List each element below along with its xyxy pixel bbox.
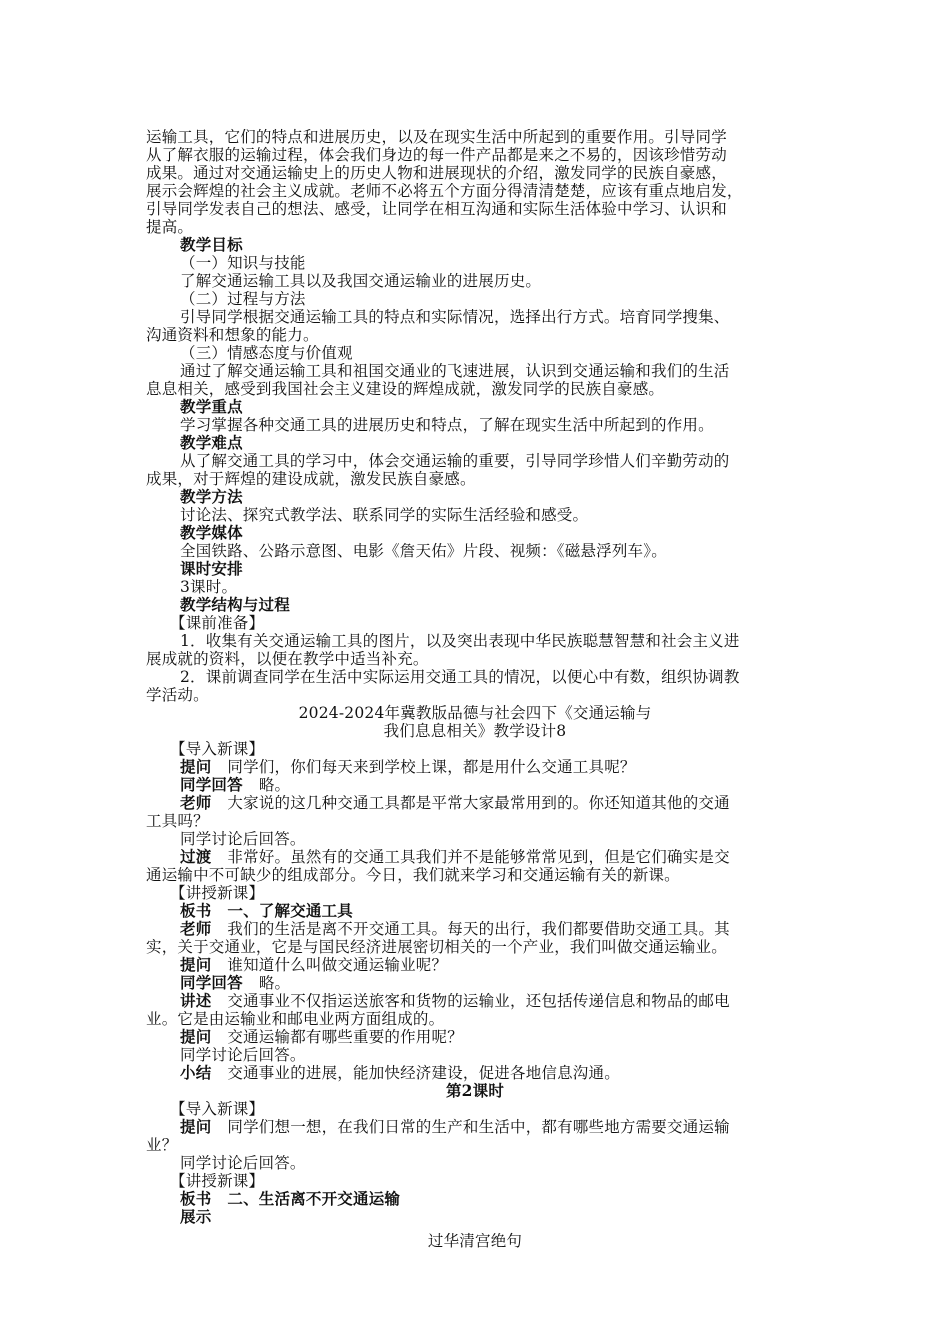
dialog-line bbox=[180, 920, 730, 938]
paragraph-line: 展成就的资料，以便在教学中适当补充。 bbox=[146, 650, 429, 668]
paragraph-line: 息息相关，感受到我国社会主义建设的辉煌成就，激发同学的民族自豪感。 bbox=[146, 380, 665, 398]
bracket-heading-teach: 【讲授新课】 bbox=[170, 1172, 265, 1190]
speaker-label: 板书 bbox=[180, 901, 212, 920]
speaker-label: 提问 bbox=[180, 955, 212, 974]
speaker-label: 提问 bbox=[180, 757, 212, 776]
bracket-heading-teach: 【讲授新课】 bbox=[170, 884, 265, 902]
dialog-line bbox=[180, 956, 447, 974]
speaker-label: 提问 bbox=[180, 1027, 212, 1046]
paragraph-line: 业。它是由运输业和邮电业两方面组成的。 bbox=[146, 1010, 445, 1028]
speaker-label: 老师 bbox=[180, 919, 212, 938]
paragraph-line: 引导同学根据交通运输工具的特点和实际情况，选择出行方式。培育同学搜集、 bbox=[180, 308, 730, 326]
speaker-label: 过渡 bbox=[180, 847, 212, 866]
intro-line: 引导同学发表自己的想法、感受，让同学在相互沟通和实际生活体验中学习、认识和 bbox=[146, 200, 727, 218]
paragraph-line: 通过了解交通运输工具和祖国交通业的飞速进展，认识到交通运输和我们的生活 bbox=[180, 362, 730, 380]
dialog-line bbox=[180, 776, 290, 794]
paragraph-line: 从了解交通工具的学习中，体会交通运输的重要，引导同学珍惜人们辛勤劳动的 bbox=[180, 452, 730, 470]
speaker-label: 讲述 bbox=[180, 991, 212, 1010]
paragraph-line: 沟通资料和想象的能力。 bbox=[146, 326, 319, 344]
dialog-text: 大家说的这几种交通工具都是平常大家最常用到的。你还知道其他的交通 bbox=[227, 794, 730, 812]
paragraph-line: 工具吗？ bbox=[146, 812, 209, 830]
section-heading-schedule: 课时安排 bbox=[180, 559, 243, 578]
paragraph-line: 实，关于交通业，它是与国民经济进展密切相关的一个产业，我们叫做交通运输业。 bbox=[146, 938, 727, 956]
dialog-line bbox=[180, 848, 730, 866]
dialog-text: 非常好。虽然有的交通工具我们并不是能够常常见到，但是它们确实是交 bbox=[227, 848, 730, 866]
dialog-line bbox=[180, 1118, 730, 1136]
board-text: 一、了解交通工具 bbox=[227, 901, 354, 920]
paragraph-line: 学活动。 bbox=[146, 686, 209, 704]
subheading-process: （二）过程与方法 bbox=[180, 290, 306, 308]
intro-line: 提高。 bbox=[146, 218, 194, 236]
poem-title: 过华清宫绝句 bbox=[427, 1232, 523, 1250]
dialog-text: 同学们想一想，在我们日常的生产和生活中，都有哪些地方需要交通运输 bbox=[227, 1118, 730, 1136]
bracket-heading-intro: 【导入新课】 bbox=[170, 740, 265, 758]
intro-line: 运输工具，它们的特点和进展历史，以及在现实生活中所起到的重要作用。引导同学 bbox=[146, 128, 727, 146]
show-label: 展示 bbox=[180, 1207, 212, 1226]
document-title-line: 2024-2024年冀教版品德与社会四下《交通运输与 bbox=[298, 704, 652, 722]
dialog-text: 交通事业不仅指运送旅客和货物的运输业，还包括传递信息和物品的邮电 bbox=[227, 992, 730, 1010]
lesson-heading: 第2课时 bbox=[445, 1081, 505, 1100]
speaker-label: 板书 bbox=[180, 1189, 212, 1208]
dialog-line bbox=[180, 1064, 620, 1082]
paragraph-line: 3课时。 bbox=[180, 578, 238, 596]
section-heading-method: 教学方法 bbox=[180, 487, 243, 506]
speaker-label: 提问 bbox=[180, 1117, 212, 1136]
intro-line: 成果。通过对交通运输史上的历史人物和进展现状的介绍，激发同学的民族自豪感， bbox=[146, 164, 727, 182]
bracket-heading-intro: 【导入新课】 bbox=[170, 1100, 265, 1118]
paragraph-line: 同学讨论后回答。 bbox=[180, 830, 306, 848]
document-title-line: 我们息息相关》教学设计8 bbox=[383, 722, 567, 740]
subheading-knowledge: （一）知识与技能 bbox=[180, 254, 306, 272]
section-heading-media: 教学媒体 bbox=[180, 523, 243, 542]
section-heading-key: 教学重点 bbox=[180, 397, 243, 416]
paragraph-line: 通运输中不可缺少的组成部分。今日，我们就来学习和交通运输有关的新课。 bbox=[146, 866, 680, 884]
board-line bbox=[180, 1190, 400, 1208]
board-text: 二、生活离不开交通运输 bbox=[227, 1189, 401, 1208]
dialog-text: 同学们，你们每天来到学校上课，都是用什么交通工具呢？ bbox=[227, 758, 636, 776]
dialog-line bbox=[180, 1028, 463, 1046]
paragraph-line: 1．收集有关交通运输工具的图片，以及突出表现中华民族聪慧智慧和社会主义进 bbox=[180, 632, 740, 650]
section-heading-goals: 教学目标 bbox=[180, 235, 243, 254]
speaker-label: 同学回答 bbox=[180, 775, 243, 794]
paragraph-line: 学习掌握各种交通工具的进展历史和特点，了解在现实生活中所起到的作用。 bbox=[180, 416, 714, 434]
paragraph-line: 同学讨论后回答。 bbox=[180, 1046, 306, 1064]
dialog-text: 略。 bbox=[258, 776, 291, 794]
speaker-label: 同学回答 bbox=[180, 973, 243, 992]
section-heading-structure: 教学结构与过程 bbox=[180, 595, 290, 614]
paragraph-line: 了解交通运输工具以及我国交通运输业的进展历史。 bbox=[180, 272, 542, 290]
dialog-text: 交通事业的进展，能加快经济建设，促进各地信息沟通。 bbox=[227, 1064, 620, 1082]
paragraph-line: 业？ bbox=[146, 1136, 178, 1154]
dialog-line bbox=[180, 758, 636, 776]
dialog-line bbox=[180, 794, 730, 812]
board-line bbox=[180, 902, 353, 920]
section-heading-difficulty: 教学难点 bbox=[180, 433, 243, 452]
paragraph-line: 同学讨论后回答。 bbox=[180, 1154, 306, 1172]
paragraph-line: 全国铁路、公路示意图、电影《詹天佑》片段、视频：《磁悬浮列车》。 bbox=[180, 542, 667, 560]
speaker-label: 老师 bbox=[180, 793, 212, 812]
subheading-attitude: （三）情感态度与价值观 bbox=[180, 344, 353, 362]
intro-line: 展示会辉煌的社会主义成就。老师不必将五个方面分得清清楚楚，应该有重点地启发， bbox=[146, 182, 743, 200]
dialog-text: 谁知道什么叫做交通运输业呢？ bbox=[227, 956, 448, 974]
dialog-line bbox=[180, 974, 290, 992]
paragraph-line: 2．课前调查同学在生活中实际运用交通工具的情况，以便心中有数，组织协调教 bbox=[180, 668, 740, 686]
dialog-line bbox=[180, 992, 730, 1010]
dialog-text: 略。 bbox=[258, 974, 291, 992]
paragraph-line: 讨论法、探究式教学法、联系同学的实际生活经验和感受。 bbox=[180, 506, 589, 524]
paragraph-line: 成果，对于辉煌的建设成就，激发民族自豪感。 bbox=[146, 470, 476, 488]
intro-line: 从了解衣服的运输过程，体会我们身边的每一件产品都是来之不易的，因该珍惜劳动 bbox=[146, 146, 727, 164]
bracket-heading-prep: 【课前准备】 bbox=[170, 614, 265, 632]
dialog-text: 交通运输都有哪些重要的作用呢？ bbox=[227, 1028, 463, 1046]
speaker-label: 小结 bbox=[180, 1063, 212, 1082]
dialog-text: 我们的生活是离不开交通工具。每天的出行，我们都要借助交通工具。其 bbox=[227, 920, 730, 938]
